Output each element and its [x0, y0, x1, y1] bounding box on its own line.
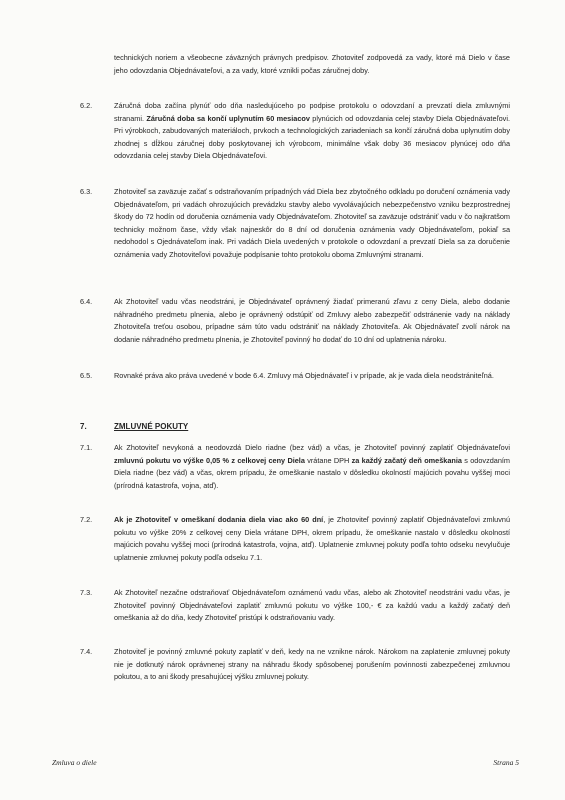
section-7-4-text: Zhotoviteľ je povinný zmluvné pokuty zaplatiť v deň, kedy na ne vznikne nárok. Nárokom na zaplatenie zmluvnej pokuty nie je dotknutý nárok oprávnenej strany na náhradu škody spôsobenej porušením povinnosti zabezpečenej zmluvnou pokutou, a to ani škody presahujúcej výšku zmluvnej pokuty.: [114, 647, 510, 681]
footer-document-title: Zmluva o diele: [52, 758, 97, 767]
section-7-2-text: Ak je Zhotoviteľ v omeškaní dodania diela viac ako 60 dní, je Zhotoviteľ povinný zaplatiť Objednávateľovi zmluvnú pokutu vo výške 20% z celkovej ceny Diela vrátane DPH, okrem prípadu, že omeškanie nastalo v dôsledku okolností majúcich povahu vyššej moci (prírodná katastrofa, vojna, atď). Uplatnenie zmluvnej pokuty podľa tohto odseku nevylučuje uplatnenie zmluvnej pokuty podľa odseku 7.1.: [114, 515, 510, 562]
section-7-1-number: 7.1.: [80, 443, 93, 452]
footer-page-number: Strana 5: [493, 758, 519, 767]
section-6-5-number: 6.5.: [80, 371, 93, 380]
section-6-3-text: Zhotoviteľ sa zaväzuje začať s odstraňovaním prípadných vád Diela bez zbytočného odkladu po doručení oznámenia vady Objednávateľom, pri vadách ohrozujúcich prevádzku stavby alebo vyvolávajúcich nebezpečenstvo vzniku bezprostrednej škody do 72 hodín od doručenia oznámenia vady Objednávateľom. Zhotoviteľ sa zaväzuje odstrániť vadu v čo najkratšom technicky možnom čase, vždy však najneskôr do 8 dní od doručenia oznámenia vady Objednávateľom, pokiaľ sa nedohodol s Ojednávateľom inak. Pri vadách Diela uvedených v protokole o odovzdaní a prevzatí Diela sa za doručenie oznámenia vady Zhotoviteľovi považuje podpísanie tohto protokolu oboma Zmluvnými stranami.: [114, 187, 510, 259]
section-6-4-number: 6.4.: [80, 297, 93, 306]
section-7-2-number: 7.2.: [80, 515, 93, 524]
section-6-5-text: Rovnaké práva ako práva uvedené v bode 6.4. Zmluvy má Objednávateľ i v prípade, ak je vada diela neodstrániteľná.: [114, 371, 494, 380]
section-7-number: 7.: [80, 422, 87, 431]
continuation-paragraph: technických noriem a všeobecne záväzných právnych predpisov. Zhotoviteľ zodpovedá za vady, ktoré má Dielo v čase jeho odovzdania Objednávateľovi, a za vady, ktoré vznikli počas záručnej doby.: [114, 53, 510, 75]
section-6-3-number: 6.3.: [80, 187, 93, 196]
section-7-4-number: 7.4.: [80, 647, 93, 656]
section-6-2-number: 6.2.: [80, 101, 93, 110]
section-7-1-text: Ak Zhotoviteľ nevykoná a neodovzdá Dielo riadne (bez vád) a včas, je Zhotoviteľ povinný zaplatiť Objednávateľovi zmluvnú pokutu vo výške 0,05 % z celkovej ceny Diela vrátane DPH za každý začatý deň omeškania s odovzdaním Diela riadne (bez vád) a včas, okrem prípadu, že omeškanie nastalo v dôsledku okolností majúcich povahu vyššej moci (prírodná katastrofa, vojna, atď).: [114, 443, 510, 490]
section-6-4-text: Ak Zhotoviteľ vadu včas neodstráni, je Objednávateľ oprávnený žiadať primeranú zľavu z ceny Diela, alebo dodanie náhradného predmetu plnenia, alebo je oprávnený odstúpiť od Zmluvy alebo zabezpečiť odstránenie vady na náklady Zhotoviteľa treťou osobou, prípadne sám túto vadu odstrániť na náklady Zhotoviteľa. Ak Objednávateľ zvolí nárok na dodanie náhradného predmetu plnenia, je Zhotoviteľ povinný ho dodať do 10 dní od uplatnenia nároku.: [114, 297, 510, 344]
section-7-3-number: 7.3.: [80, 588, 93, 597]
section-7-3-text: Ak Zhotoviteľ nezačne odstraňovať Objednávateľom oznámenú vadu včas, alebo ak Zhotoviteľ neodstráni vadu včas, je Zhotoviteľ povinný Objednávateľovi zaplatiť zmluvnú pokutu vo výške 100,- € za každú vadu a každý začatý deň omeškania až do dňa, kedy Zhotoviteľ pristúpi k odstraňovaniu vady.: [114, 588, 510, 622]
section-7-title: ZMLUVNÉ POKUTY: [114, 422, 189, 431]
section-6-2-text: Záručná doba začína plynúť odo dňa nasledujúceho po podpise protokolu o odovzdaní a prevzatí diela zmluvnými stranami. Záručná doba sa končí uplynutím 60 mesiacov plynúcich od odovzdania celej stavby Diela Objednávateľovi. Pri výrobkoch, zabudovaných materiáloch, prvkoch a technologických zariadeniach sa končí záručná doba uplynutím doby zhodnej s dĺžkou záručnej doby poskytovanej ich výrobcom, minimálne však doby 36 mesiacov plynúcej odo dňa odovzdania celej stavby Diela Objednávateľovi.: [114, 101, 510, 160]
